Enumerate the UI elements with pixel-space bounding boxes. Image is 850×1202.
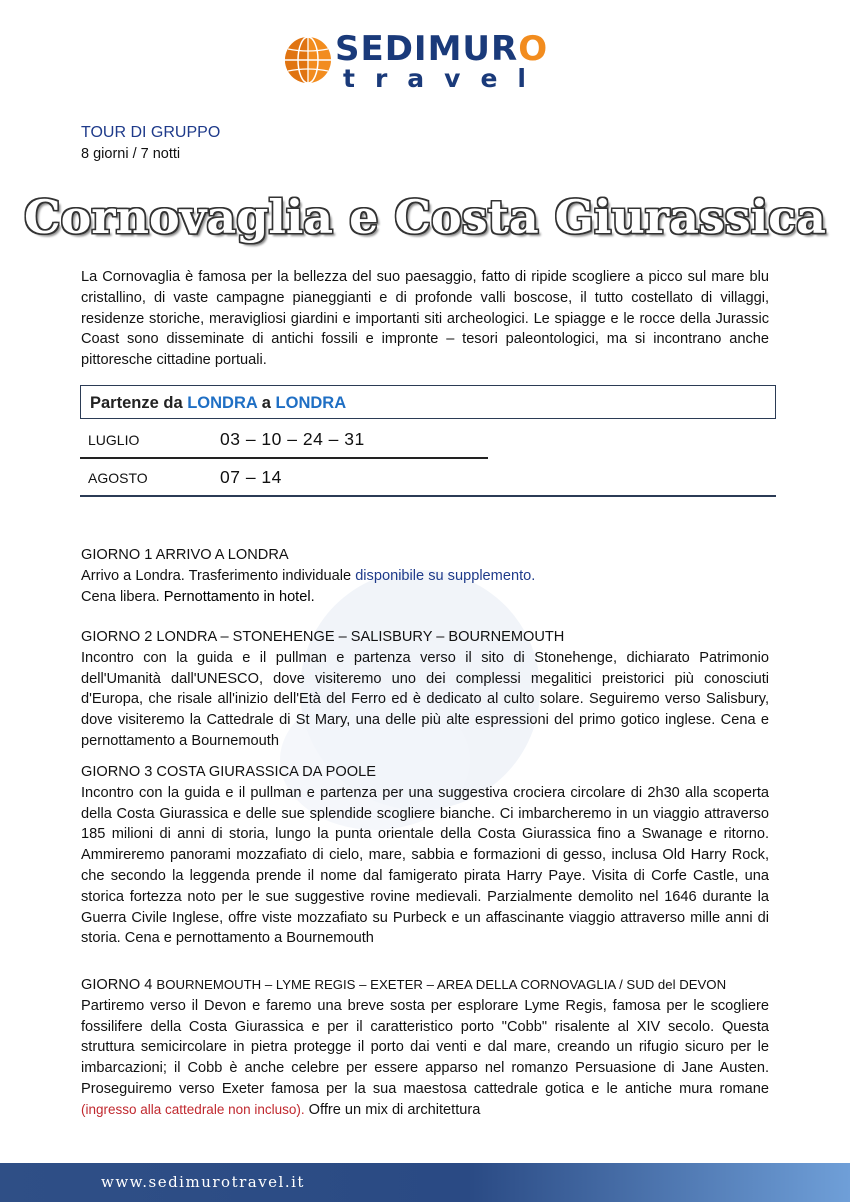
- logo-wordmark: SEDIMURO: [335, 29, 549, 69]
- departure-dates: 03 – 10 – 24 – 31: [220, 429, 365, 449]
- day-1-section: [81, 545, 769, 607]
- footer-bar: [0, 1163, 850, 1202]
- day-2-heading: GIORNO 2 LONDRA – STONEHENGE – SALISBURY – BOURNEMOUTH: [81, 629, 565, 645]
- globe-icon: [283, 35, 333, 85]
- day-4-heading: GIORNO 4 BOURNEMOUTH – LYME REGIS – EXETER – AREA DELLA CORNOVAGLIA / SUD del DEVON: [81, 977, 727, 993]
- departure-month: AGOSTO: [88, 470, 148, 486]
- departures-title: Partenze da LONDRA a LONDRA: [90, 394, 347, 412]
- table-divider: [80, 457, 488, 459]
- logo-subtitle: travel: [343, 64, 546, 93]
- day-1-text-2: Cena libera. Pernottamento in hotel.: [81, 588, 315, 605]
- return-city: LONDRA: [275, 394, 347, 412]
- day-4-section: [81, 975, 769, 1121]
- day-1-text: Arrivo a Londra. Trasferimento individuale disponibile su supplemento.: [81, 567, 536, 584]
- day-3-text: Incontro con la guida e il pullman e partenza per una suggestiva crociera circolare di 2h30 alla scoperta della Costa Giurassica e delle sue splendide scogliere bianche. Ci imbarcheremo in un viaggio attraverso 185 milioni di anni di storia, lungo la punta orientale della Costa Giurassica fino a Swanage e ritorno. Ammireremo panorami mozzafiato di cielo, mare, sabbia e formazioni di gesso, inclusa Old Harry Rock, che secondo la leggenda prende il nome dal famigerato pirata Harry Paye. Visita di Corfe Castle, una storica fortezza noto per le sue suggestive rovine medievali. Parzialmente demolito nel 1646 durante la Guerra Civile Inglese, offre viste mozzafiato su Purbeck e un affascinante viaggio attraverso mille anni di storia. Cena e pernottamento a Bournemouth: [81, 784, 769, 947]
- departure-month: LUGLIO: [88, 432, 140, 448]
- tour-type-label: TOUR DI GRUPPO: [81, 124, 221, 141]
- day-1-heading: GIORNO 1 ARRIVO A LONDRA: [81, 547, 289, 563]
- page-title: Cornovaglia e Costa Giurassica: [24, 190, 826, 244]
- day-2-section: [81, 627, 769, 752]
- day-4-text: Partiremo verso il Devon e faremo una breve sosta per esplorare Lyme Regis, famosa per le scogliere fossilifere della Costa Giurassica e per il caratteristico porto "Cobb" risalente al XIV secolo. Questa struttura semicircolare in pietra protegge il porto dai venti e dal mare, creando un rifugio sicuro per le imbarcazioni; il Cobb è anche celebre per essere apparso nel romanzo Persuasione di Jane Austen. Proseguiremo verso Exeter famosa per la sua maestosa cattedrale gotica e le antiche mura romane (ingresso alla cattedrale non incluso). Offre un mix di architettura: [81, 997, 769, 1118]
- tour-duration: 8 giorni / 7 notti: [81, 146, 181, 162]
- brand-logo: [283, 29, 583, 93]
- table-bottom-border: [80, 495, 776, 497]
- day-3-heading: GIORNO 3 COSTA GIURASSICA DA POOLE: [81, 764, 376, 780]
- departures-header: [80, 385, 776, 419]
- day-2-text: Incontro con la guida e il pullman e partenza verso il sito di Stonehenge, dichiarato Patrimonio dell'Umanità dall'UNESCO, dove visiteremo uno dei complessi megalitici preistorici più conosciuti d'Europa, che risale all'inizio dell'Età del Ferro ed è dedicato al culto solare. Seguiremo verso Salisbury, dove visiteremo la Cattedrale di St Mary, una delle più alte espressioni del primo gotico inglese. Cena e pernottamento a Bournemouth: [81, 649, 770, 749]
- intro-paragraph: La Cornovaglia è famosa per la bellezza del suo paesaggio, fatto di ripide scogliere a picco sul mare blu cristallino, di vaste campagne pianeggianti e di profonde valli boscose, il tutto costellato di villaggi, residenze storiche, meravigliosi giardini e importanti siti archeologici. Le spiagge e le rocce della Jurassic Coast sono disseminate di antichi fossili e impronte – tesori paleontologici, ma si incontrano anche pittoresche cittadine portuali.: [81, 269, 769, 369]
- day-3-section: [81, 762, 769, 949]
- departure-dates: 07 – 14: [220, 467, 282, 487]
- departure-city: LONDRA: [187, 394, 258, 412]
- website-link[interactable]: www.sedimurotravel.it: [101, 1173, 305, 1191]
